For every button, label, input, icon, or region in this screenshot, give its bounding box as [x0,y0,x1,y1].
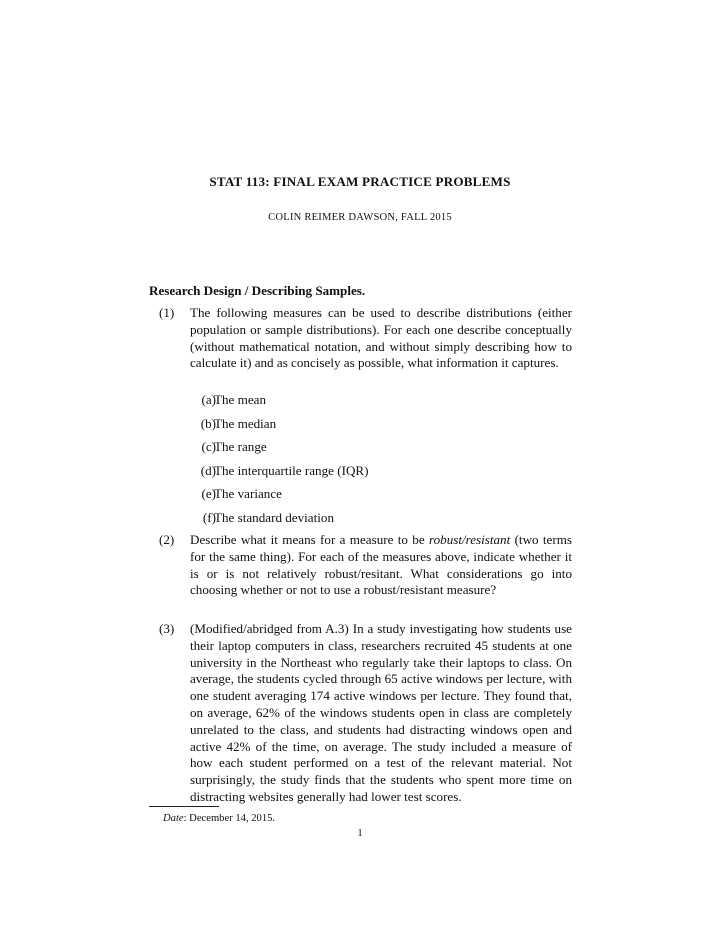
list-item [190,392,570,416]
list-item [190,486,570,510]
item-text: The range [214,439,267,454]
item-text: The variance [214,486,282,501]
list-item [190,463,570,487]
item-label: (b) [200,415,216,431]
problem-1-subitems [190,392,570,533]
problem-number: (3) [159,621,175,636]
emphasis-term: robust/resistant [428,532,511,547]
item-text: The standard deviation [214,509,334,525]
problem-3 [149,621,572,806]
footnote-label: Date [163,813,184,824]
footnote-rule [149,806,219,807]
footnote-text: : December 14, 2015. [183,813,276,824]
problem-2 [149,532,572,599]
problem-text: The following measures can be used to describe distributions (either population or sample distributions). For each one describe conceptually (without mathematical notation, and without simply describing how to calculate it) and as concisely as possible, what information it captures. [190,305,572,371]
item-text: The mean [214,392,266,407]
problem-1 [149,305,572,372]
item-label: (f) [202,509,216,525]
page-title: STAT 113: FINAL EXAM PRACTICE PROBLEMS [209,174,511,189]
list-item [190,510,570,534]
section-heading: Research Design / Describing Samples. [149,283,366,298]
problem-number: (1) [159,305,175,320]
problem-text-end: (two terms for the same thing). For each of the measures above, indicate whether it is or is not relatively robust/resitant. What considerations go into choosing whether or not to use a robust/resistant measure? [190,532,572,598]
problem-text [190,532,572,599]
list-item [190,416,570,440]
problem-text: (Modified/abridged from A.3) In a study investigating how students use their laptop computers in class, researchers recruited 45 students at one university in the Northeast who regularly take their laptops to class. On average, the students cycled through 65 active windows per lecture, with one student averaging 174 active windows per lecture. They found that, on average, 62% of the windows students open in class are completely unrelated to the class, and students had distracting windows open and active 42% of the time, on average. The study included a measure of how each student performed on a test of the relevant material. Not surprisingly, the study finds that the students who spent more time on distracting websites generally had lower test scores. [190,621,572,804]
item-label: (c) [201,439,216,454]
list-item [190,439,570,463]
problem-number: (2) [159,532,175,547]
item-text: The median [214,415,277,431]
item-label: (d) [200,462,216,478]
item-text: The interquartile range (IQR) [214,462,369,478]
page-number: 1 [357,828,363,839]
item-label: (e) [201,486,216,501]
item-label: (a) [201,392,216,407]
problem-text-start: Describe what it means for a measure to be [190,532,429,547]
author-line: COLIN REIMER DAWSON, FALL 2015 [268,212,452,223]
